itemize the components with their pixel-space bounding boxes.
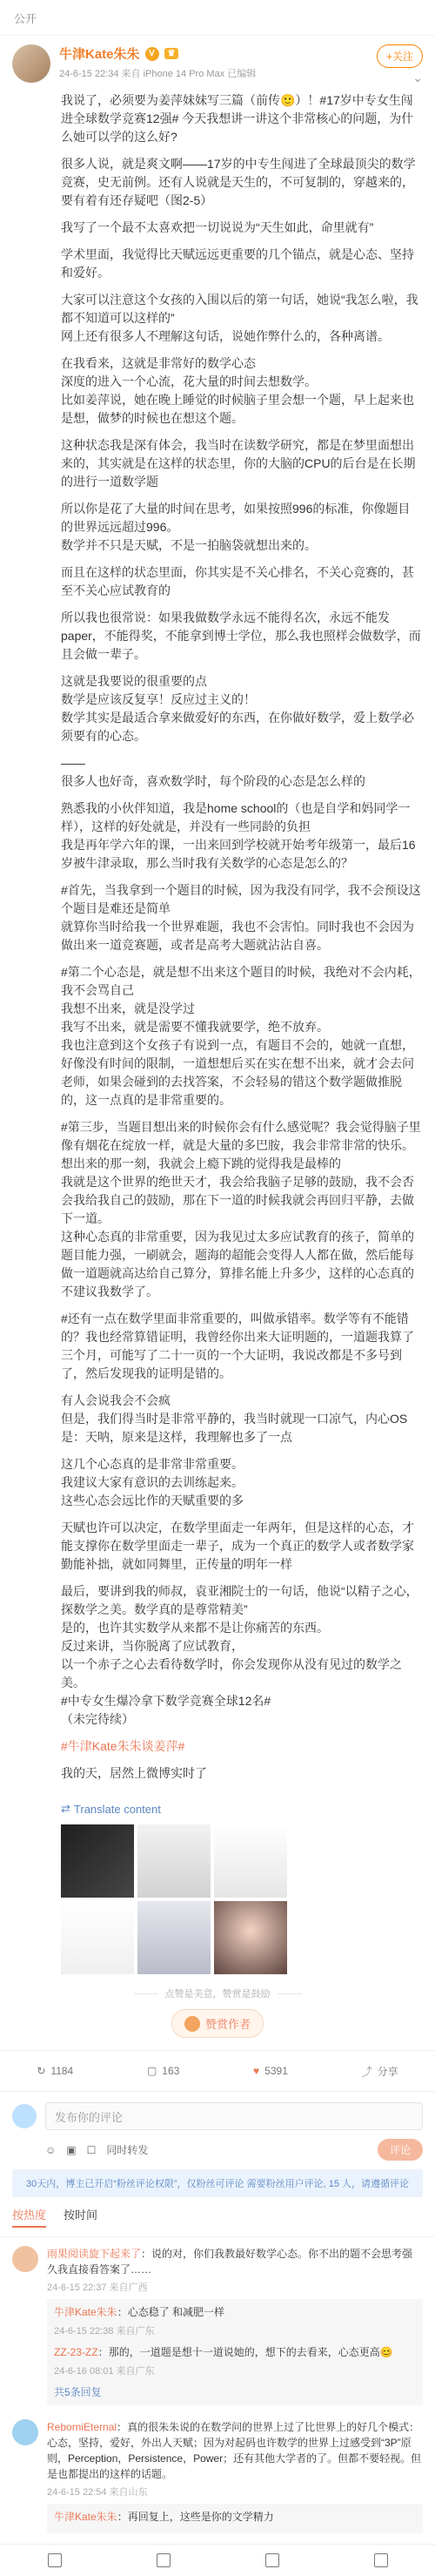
- reward-label: 点赞是美意，赞赏是鼓励: [134, 1986, 302, 2000]
- discover-icon[interactable]: [157, 2553, 171, 2567]
- translate-label: Translate content: [73, 1802, 161, 1816]
- content-paragraph: 所以你是花了大量的时间在思考，如果按照996的标准，你像题目的世界远远超过996。 数学并不只是天赋，不是一拍脑袋就想出来的。: [61, 502, 411, 552]
- comment-item: 雨果阅读旋下起来了：说的对，你们我教最好数学心态。你不出的题不会思考强久我直接看答案了…… 24-6-15 22:37 来自广西 牛津Kate朱朱：心态稳了 和减肥一样 24-6-15 22:38 来自广东 ZZ-23-ZZ：那的，一道题是想十一道说她的，想下的去看来，心态更高😊 24-6-16 08:01 来自广东 共5条回复: [0, 2237, 435, 2411]
- comment-item: ReborniEternal：真的很朱朱说的在数学问的世界上过了比世界上的好几个模式：心态，坚持，爱好，外出人天赋；因为对起码也许数学的世界上过感受到“3P”原则，Perception，Persistence，Power；还有其他大学者的了。但都不要轻视。但是也都提出的这样的话题。 24-6-15 22:54 来自山东 牛津Kate朱朱：再回复上，这些是你的文学精力: [0, 2411, 435, 2539]
- content-paragraph: 熟悉我的小伙伴知道，我是home school的（也是自学和妈同学一样），这样的好处就是，并没有一些同龄的负担 我是再年学六年的课，一出来回到学校就开始考年级第一，最后16岁被牛津录取，那么当时我有关数学的心态是怎么的？: [61, 801, 416, 870]
- content-paragraph: 我说了，必须要为姜萍妹妹写三篇（前传🙂）！#17岁中专女生闯进全球数学竞赛12强# 今天我想讲一讲这个非常核心的问题，为什么她可以学的这么好?: [61, 93, 414, 144]
- comment-button[interactable]: [147, 2065, 179, 2077]
- comment-compose: [0, 2092, 435, 2134]
- content-paragraph: 这就是我要说的很重要的点 数学是应该反复享！反应过主义的！ 数学其实是最适合拿来做爱好的东西，在你做好数学，爱上数学必须要有的心态。: [61, 674, 414, 743]
- content-paragraph: 大家可以注意这个女孩的入围以后的第一句话，她说“我怎么啦，我都不知道可以这样的” 网上还有很多人不理解这句话，说她作弊什么的，各种离谱。: [61, 293, 418, 343]
- post-header: [0, 36, 435, 90]
- reply-list: 牛津Kate朱朱：再回复上，这些是你的文学精力: [47, 2504, 423, 2533]
- post-timestamp: 24-6-15 22:34 来自 iPhone 14 Pro Max 已编辑: [59, 69, 257, 79]
- comment-text: 真的很朱朱说的在数学问的世界上过了比世界上的好几个模式：心态，坚持，爱好，外出人天赋；因为对起码也许数学的世界上过感受到“3P”原则，Perception，Persistence，Power；还有其他大学者的了。但都不要轻视。但是也都提出的这样的话题。: [47, 2421, 422, 2480]
- gallery-image[interactable]: [61, 1824, 134, 1898]
- share-icon: ⤴: [361, 2065, 372, 2078]
- reply-user[interactable]: 牛津Kate朱朱: [54, 2306, 117, 2318]
- reply-total-link[interactable]: 共5条回复: [54, 2386, 102, 2398]
- bottom-toolbar: [0, 2544, 435, 2576]
- reply-list: 牛津Kate朱朱：心态稳了 和减肥一样 24-6-15 22:38 来自广东 ZZ-23-ZZ：那的，一道题是想十一道说她的，想下的去看来，心态更高😊 24-6-16 08:01 来自广东 共5条回复: [47, 2299, 423, 2405]
- content-paragraph: #还有一点在数学里面非常重要的，叫做承错率。数学等有不能错的？我也经常算错证明，我曾经你出来大证明题的，一道题我算了三个月，可能写了二十一页的一个大证明，我说改都是不多号到了，然后发现我的证明是错的。: [61, 1312, 414, 1380]
- comment-permission-notice: 30天内，博主已开启“粉丝评论权限”，仅粉丝可评论 需要粉丝用户评论, 15 人，请遵循评论: [12, 2169, 423, 2197]
- follow-button[interactable]: +关注: [377, 44, 423, 68]
- content-paragraph: —— 很多人也好奇，喜欢数学时，每个阶段的心态是怎么样的: [61, 756, 365, 788]
- chevron-down-icon[interactable]: ⌄: [412, 71, 423, 84]
- translate-icon: ⇄: [61, 1802, 70, 1815]
- comment-icon: ▢: [146, 2065, 157, 2077]
- like-icon: ♥: [253, 2065, 260, 2077]
- reply-user[interactable]: 牛津Kate朱朱: [54, 2511, 117, 2523]
- tab-hot[interactable]: 按热度: [12, 2206, 46, 2228]
- commenter-avatar[interactable]: [12, 2246, 38, 2272]
- gallery-image[interactable]: [61, 1901, 134, 1974]
- like-count: 5391: [264, 2065, 288, 2077]
- translate-link[interactable]: [61, 1802, 435, 1816]
- reply-text: 那的，一道题是想十一道说她的，想下的去看来，心态更高😊: [108, 2346, 393, 2358]
- reply-text: 再回复上，这些是你的文学精力: [127, 2511, 274, 2523]
- hashtag-link[interactable]: #牛津Kate朱朱谈姜萍#: [61, 1739, 185, 1753]
- comment-meta: 24-6-15 22:37 来自广西: [47, 2283, 148, 2293]
- content-paragraph: 学术里面，我觉得比天赋远远更重要的几个锚点，就是心态、坚持和爱好。: [61, 247, 414, 280]
- gallery-image[interactable]: [214, 1901, 287, 1974]
- comment-text: 说的对，你们我教最好数学心态。你不出的题不会思考强久我直接看答案了……: [47, 2248, 413, 2276]
- content-paragraph: 而且在这样的状态里面，你其实是不关心排名，不关心竞赛的，甚至不关心应试教育的: [61, 565, 414, 597]
- compose-toolbar: [0, 2134, 435, 2169]
- author-name[interactable]: 牛津Kate朱朱: [59, 47, 140, 62]
- content-paragraph: 这几个心态真的是非常非常重要。 我建议大家有意识的去训练起来。 这些心态会远比作的天赋重要的多: [61, 1457, 244, 1507]
- content-paragraph: #第二个心态是，就是想不出来这个题目的时候，我绝对不会内耗，我不会骂自己 我想不出来，就是没学过 我写不出来，就是需要不懂我就要学，绝不放弃。 我也注意到这个女孩子有说到一点，有题目不会的，她就一直想，好像没有时间的限制，一道想想后买在实在想不出来，就才会去问老师，如果会碰到的去找答案，不会轻易的错这个数学题做推脱的，这一点真的是非常重要的。: [61, 965, 421, 1107]
- content-paragraph: 这种状态我是深有体会，我当时在读数学研究，都是在梦里面想出来的，其实就是在这样的状态里，你的大脑的CPU的后台是在长期的进行一道数学题: [61, 438, 416, 489]
- topbar: [0, 0, 435, 36]
- reply-text: 心态稳了 和减肥一样: [127, 2306, 225, 2318]
- repost-button[interactable]: [37, 2065, 73, 2077]
- message-icon[interactable]: [265, 2553, 279, 2567]
- profile-icon[interactable]: [374, 2553, 388, 2567]
- submit-comment-button[interactable]: 评论: [378, 2139, 423, 2161]
- action-bar: [0, 2050, 435, 2092]
- emoji-icon[interactable]: ☺: [45, 2143, 57, 2156]
- content-paragraph: 在我看来，这就是非常好的数学心态 深度的进入一个心流，花大量的时间去想数学。 比如姜萍说，她在晚上睡觉的时候脑子里会想一个题，早上起来也是想，做梦的时候也在想这个题。: [61, 356, 414, 425]
- repost-checkbox[interactable]: ☐: [86, 2143, 97, 2156]
- content-paragraph: #第三步，当题目想出来的时候你会有什么感觉呢？我会觉得脑子里像有烟花在绽放一样，就是大量的多巴胺，我会非常非常的快乐。想出来的那一刻，我就会上瘾下跳的觉得我是最棒的 我就是这个世界的绝世天才，我会给我脑子足够的鼓励，我不会否会我给我自己的鼓励，那在下一道的时候我就会再回归平静，去做下一道。 这种心态真的非常重要，因为我见过太多应试教育的孩子，简单的题目能力强，一刷就会，题海的超能会变得人人都在做，然后能每做一道题就高达给自己算分，算排名能上升多少，这样的心态真的不建议我数学了。: [61, 1120, 421, 1298]
- comment-input[interactable]: 发布你的评论: [45, 2102, 423, 2130]
- gallery-image[interactable]: [214, 1824, 287, 1898]
- member-badge-icon: ♛: [164, 48, 179, 59]
- comment-count: 163: [162, 2065, 180, 2077]
- content-paragraph: 有人会说我会不会疯 但是，我们得当时是非常平静的，我当时就现一口凉气，内心OS是：天呐，原来是这样，我理解也多了一点: [61, 1393, 408, 1444]
- reward-avatar: [184, 2016, 200, 2032]
- content-paragraph: #首先，当我拿到一个题目的时候，因为我没有同学，我不会预设这个题目是难还是简单 就算你当时给我一个世界难题，我也不会害怕。同时我也不会因为做出来一道竞赛题，或者是高考大题就沾沾自喜。: [61, 883, 421, 952]
- gallery-image[interactable]: [137, 1824, 211, 1898]
- reply-user[interactable]: ZZ-23-ZZ: [54, 2346, 98, 2358]
- verified-icon: V: [145, 47, 159, 61]
- content-paragraph: 所以我也很常说：如果我做数学永远不能得名次，永远不能发paper，不能得奖，不能拿到博士学位，那么我也照样会做数学，而且会做一辈子。: [61, 610, 421, 661]
- image-icon[interactable]: ▣: [66, 2143, 77, 2156]
- image-gallery: [61, 1824, 435, 1974]
- gallery-image[interactable]: [137, 1901, 211, 1974]
- repost-icon: ↻: [37, 2065, 46, 2077]
- commenter-name[interactable]: 雨果阅读旋下起来了: [47, 2248, 142, 2260]
- tab-time[interactable]: 按时间: [64, 2208, 98, 2222]
- current-user-avatar: [12, 2104, 37, 2128]
- repost-checkbox-label: 同时转发: [106, 2144, 149, 2156]
- share-button[interactable]: [362, 2064, 398, 2079]
- content-paragraph: 我写了一个最不太喜欢把一切说说为“天生如此，命里就有”: [61, 220, 374, 234]
- reward-button[interactable]: [171, 2009, 264, 2038]
- content-paragraph: 很多人说，就是爽文啊——17岁的中专生闯进了全球最顶尖的数学竞赛，史无前例。还有人说就是天生的，不可复制的，穿越来的，要有着有还存疑吧（图2-5）: [61, 157, 416, 207]
- home-icon[interactable]: [48, 2553, 62, 2567]
- reply-meta: 24-6-15 22:38 来自广东: [54, 2326, 155, 2337]
- commenter-name[interactable]: ReborniEternal: [47, 2421, 117, 2433]
- post-content: [0, 90, 435, 1797]
- reward-button-label: 赞赏作者: [204, 2018, 251, 2031]
- share-label: 分享: [377, 2065, 398, 2078]
- like-button[interactable]: [253, 2065, 288, 2077]
- comment-tabs: [0, 2197, 435, 2237]
- content-paragraph: 最后，要讲到我的师叔，袁亚湘院士的一句话，他说“以精子之心，探数学之美。数学真的是尊常精美” 是的，也许其实数学从来都不是让你痛苦的东西。 反过来讲，当你脱离了应试教育， 以一个赤子之心去看待数学时，你会发现你从没有见过的数学之美。 #中专女生爆冷拿下数学竞赛全球12名# （未完待续）: [61, 1584, 418, 1726]
- content-paragraph: 天赋也许可以决定，在数学里面走一年两年，但是这样的心态，才能支撑你在数学里面走一辈子，成为一个真正的数学人或者数学家 勤能补拙，就如同舞里，正传量的明年一样: [61, 1521, 414, 1571]
- reward-section: [0, 1974, 435, 2043]
- closing-text: 我的天，居然上微博实时了: [61, 1766, 207, 1780]
- author-avatar[interactable]: [12, 44, 50, 83]
- commenter-avatar[interactable]: [12, 2419, 38, 2445]
- repost-count: 1184: [50, 2065, 74, 2077]
- visibility-label: 公开: [14, 11, 37, 25]
- comment-meta: 24-6-15 22:54 来自山东: [47, 2487, 148, 2498]
- reply-meta: 24-6-16 08:01 来自广东: [54, 2366, 155, 2377]
